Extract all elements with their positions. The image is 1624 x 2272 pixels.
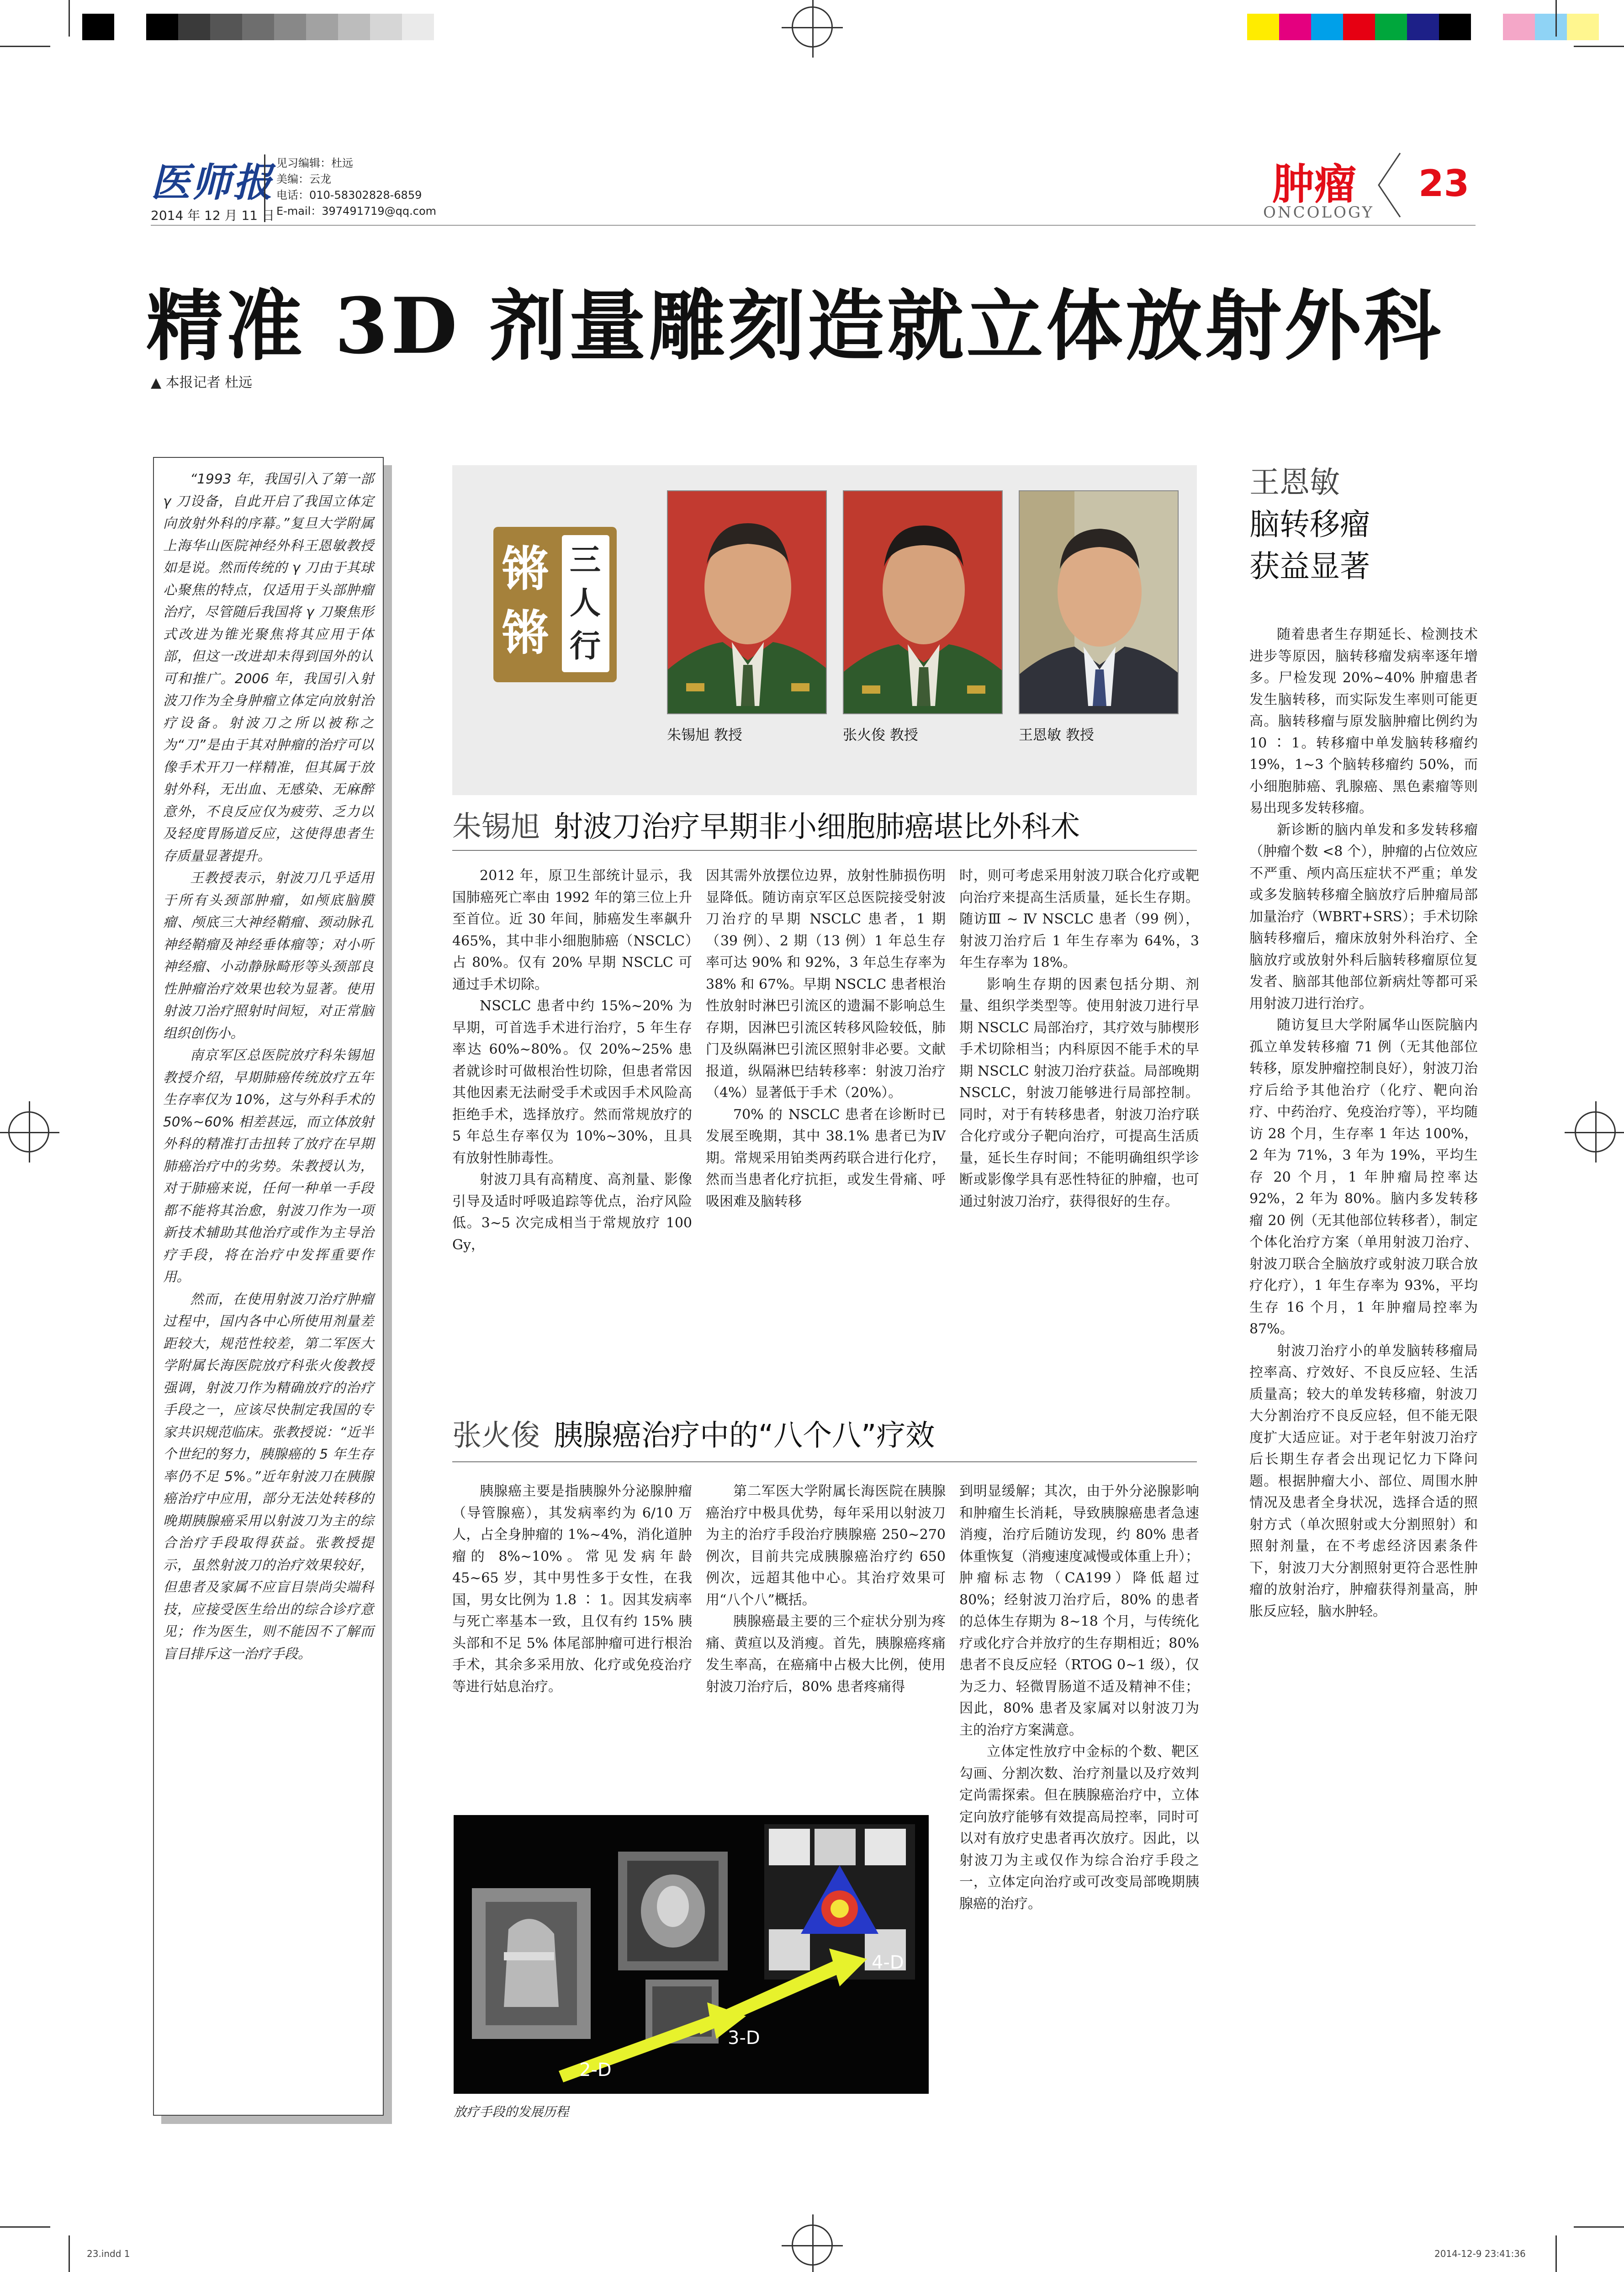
article-paragraph: 新诊断的脑内单发和多发转移瘤（肿瘤个数 <8 个），肿瘤的占位效应不严重、颅内高压症状不严重；单发或多发脑转移瘤全脑放疗后肿瘤局部加量治疗（WBRT+SRS）；手术切除脑转移瘤后，瘤床放射外科治疗、全脑放疗或放射外科后脑转移瘤原位复发者、脑部其他部位新病灶等都可采用射波刀进行治疗。 [1249, 822, 1478, 1012]
portrait-caption: 朱锡旭 教授 [667, 727, 742, 743]
article-paragraph: 2012 年，原卫生部统计显示，我国肺癌死亡率由 1992 年的第三位上升至首位。近 30 年间，肺癌发生率飙升 465%，其中非小细胞肺癌（NSCLC）占 80%。仅有 20% 早期 NSCLC 可通过手术切除。 [452, 868, 692, 993]
radiotherapy-evolution-figure [454, 1815, 929, 2094]
article-paragraph: NSCLC 患者中约 15%~20% 为早期，可首选手术进行治疗，5 年生存率达 60%~80%。仅 20%~25% 患者就诊时可做根治性切除，但患者常因其他因素无法耐受手术或因手术风险高拒绝手术，选择放疗。然而常规放疗的 5 年总生存率仅为 10%~30%，且具有放射性肺毒性。 [452, 998, 692, 1166]
crop-mark-bl [0, 2226, 50, 2228]
sidebar-paragraph: 王教授表示，射波刀几乎适用于所有头颈部肿瘤，如颅底脑膜瘤、颅底三大神经鞘瘤、颈动脉孔神经鞘瘤及神经垂体瘤等；对小听神经瘤、小动静脉畸形等头颈部良性肿瘤治疗效果也较为显著。使用射波刀治疗照射时间短，对正常脑组织创伤小。 [163, 870, 374, 1041]
crop-mark-bl-v [69, 2235, 70, 2272]
article1-rule [452, 850, 1197, 851]
article1-column [959, 865, 1199, 1212]
page-number: 23 [1418, 162, 1470, 205]
portrait-caption: 王恩敏 教授 [1019, 727, 1094, 743]
masthead-divider [264, 154, 265, 222]
portrait-illustration [844, 491, 1003, 714]
doctors-photo-panel [452, 465, 1197, 795]
article-paragraph: 立体定性放疗中金标的个数、靶区勾画、分割次数、治疗剂量以及疗效判定尚需探索。但在胰腺癌治疗中，立体定向放疗能够有效提高局控率，同时可以对有放疗史患者再次放疗。因此，以射波刀为主或仅作为综合治疗手段之一，立体定向治疗或可改变局部晚期胰腺癌的治疗。 [959, 1744, 1199, 1912]
article2-column [452, 1481, 692, 1698]
crop-mark-tr [1574, 46, 1624, 47]
portrait-wang-enmin [1019, 490, 1179, 714]
file-slug: 23.indd 1 [87, 2248, 130, 2259]
issue-date: 2014 年 12 月 11 日 [151, 208, 275, 223]
article-paragraph: 随访复旦大学附属华山医院脑内孤立单发转移瘤 71 例（无其他部位转移，原发肿瘤控制良好），射波刀治疗后给予其他治疗（化疗、靶向治疗、中药治疗、免疫治疗等），平均随访 28 个月，生存率 1 年达 100%，2 年为 71%，3 年为 19%，平均生存 20 个月，1 年肿瘤局控率达 92%，2 年为 80%。脑内多发转移瘤 20 例（无其他部位转移者），制定个体化治疗方案（单用射波刀治疗、射波刀联合全脑放疗或射波刀联合放疗化疗），1 年生存率为 93%，平均生存 16 个月，1 年肿瘤局控率为 87%。 [1249, 1017, 1478, 1337]
article3-column [1249, 624, 1478, 1622]
article2-title [452, 1412, 935, 1454]
article1-headline: 射波刀治疗早期非小细胞肺癌堪比外科术 [554, 810, 1080, 844]
article2-headline: 胰腺癌治疗中的“八个八”疗效 [554, 1419, 935, 1453]
sidebar-box [153, 457, 384, 2116]
seal-side-box [562, 535, 609, 672]
email-line: E-mail：397491719@qq.com [276, 205, 437, 218]
registration-target-top [792, 6, 833, 48]
article2-column [959, 1481, 1199, 1915]
article3-heading [1249, 462, 1370, 588]
portrait-illustration [668, 491, 827, 714]
article3-title-line: 获益显著 [1249, 549, 1370, 584]
print-timestamp: 2014-12-9 23:41:36 [1434, 2248, 1526, 2259]
figure-label-4d: 4-D [872, 1952, 904, 1973]
crop-mark-tl-v [69, 0, 70, 37]
editor-line: 见习编辑：杜远 [276, 157, 353, 170]
article-paragraph: 胰腺癌最主要的三个症状分别为疼痛、黄疸以及消瘦。首先，胰腺癌疼痛发生率高，在癌痛中占极大比例，使用射波刀治疗后，80% 患者疼痛得 [706, 1614, 946, 1695]
article-paragraph: 影响生存期的因素包括分期、剂量、组织学类型等。使用射波刀进行早期 NSCLC 局部治疗，其疗效与肺楔形手术切除相当；内科原因不能手术的早期 NSCLC 射波刀治疗获益。局部晚期 NSCLC，射波刀能够进行局部控制。同时，对于有转移患者，射波刀治疗联合化疗或分子靶向治疗，可提高生活质量，延长生存时间；不能明确组织学诊断或影像学具有恶性特征的肿瘤，也可通过射波刀治疗，获得很好的生存。 [959, 976, 1199, 1210]
figure-label-3d: 3-D [728, 2028, 760, 2049]
portrait-illustration [1020, 491, 1179, 714]
sidebar-paragraph: 然而，在使用射波刀治疗肿瘤过程中，国内各中心所使用剂量差距较大，规范性较差，第二军医大学附属长海医院放疗科张火俊教授强调，射波刀作为精确放疗的治疗手段之一，应该尽快制定我国的专家共识规范临床。张教授说：“近半个世纪的努力，胰腺癌的 5 年生存率仍不足 5%。”近年射波刀在胰腺癌治疗中应用，部分无法处转移的晚期胰腺癌采用以射波刀为主的综合治疗手段取得获益。张教授提示，虽然射波刀的治疗效果较好，但患者及家属不应盲目崇尚尖端科技，应接受医生给出的综合诊疗意见；作为医生，则不能因不了解而盲目排斥这一治疗手段。 [163, 1291, 374, 1662]
sidebar-text [163, 468, 374, 1665]
article2-column [706, 1481, 946, 1698]
section-title-en: ONCOLOGY [1263, 203, 1374, 222]
registration-target-bottom [792, 2224, 833, 2266]
sidebar-paragraph: “1993 年，我国引入了第一部 γ 刀设备，自此开启了我国立体定向放射外科的序幕。”复旦大学附属上海华山医院神经外科王恩敏教授如是说。然而传统的 γ 刀由于其球心聚焦的特点，仅适用于头部肿瘤治疗，尽管随后我国将 γ 刀聚焦形式改进为锥光聚焦将其应用于体部，但这一改进却未得到国外的认可和推广。2006 年，我国引入射波刀作为全身肿瘤立体定向放射治疗设备。射波刀之所以被称之为“刀”是由于其对肿瘤的治疗可以像手术开刀一样精准，但其属于放射外科，无出血、无感染、无麻醉意外，不良反应仅为疲劳、乏力以及轻度胃肠道反应，这使得患者生存质量显著提升。 [163, 471, 374, 864]
article-paragraph: 射波刀具有高精度、高剂量、影像引导及适时呼吸追踪等优点，治疗风险低。3~5 次完成相当于常规放疗 100 Gy， [452, 1172, 692, 1253]
designer-line: 美编：云龙 [276, 173, 331, 186]
registration-target-left [8, 1111, 49, 1152]
editor-info [276, 155, 436, 219]
phone-line: 电话：010-58302828-6859 [276, 189, 422, 202]
figure-caption: 放疗手段的发展历程 [454, 2104, 569, 2119]
seal-main-text: 锵锵 [502, 541, 550, 661]
article-paragraph: 70% 的 NSCLC 患者在诊断时已发展至晚期，其中 38.1% 患者已为Ⅳ期。常规采用铂类两药联合进行化疗，然而当患者化疗抗拒，或发生骨痛、呼吸困难及脑转移 [706, 1106, 946, 1210]
article1-author: 朱锡旭 [452, 810, 540, 844]
crop-mark-tl [0, 46, 50, 47]
headline: 精准 3D 剂量雕刻造就立体放射外科 [146, 281, 1444, 371]
article2-rule [452, 1461, 1197, 1462]
article-paragraph: 时，则可考虑采用射波刀联合化疗或靶向治疗来提高生活质量，延长生存期。随访Ⅲ ~ Ⅳ NSCLC 患者（99 例），射波刀治疗后 1 年生存率为 64%，3 年生存率为 18%。 [959, 868, 1199, 971]
article1-column [706, 865, 946, 1212]
page-chevron-icon [1375, 151, 1402, 219]
section-title: 肿瘤 [1272, 160, 1357, 209]
byline: ▲ 本报记者 杜远 [151, 375, 253, 391]
portrait-zhang-huojun [843, 490, 1003, 714]
article-paragraph: 胰腺癌主要是指胰腺外分泌腺肿瘤（导管腺癌），其发病率约为 6/10 万人，占全身肿瘤的 1%~4%，消化道肿瘤的 8%~10%。常见发病年龄 45~65 岁，其中男性多于女性，在我国，男女比例为 1.8 ∶ 1。因其发病率与死亡率基本一致，且仅有约 15% 胰头部和不足 5% 体尾部肿瘤可进行根治手术，其余多采用放、化疗或免疫治疗等进行姑息治疗。 [452, 1483, 692, 1695]
article2-author: 张火俊 [452, 1419, 540, 1453]
figure-illustration [454, 1815, 929, 2094]
newspaper-logo: 医师报 [151, 159, 274, 206]
registration-target-right [1575, 1111, 1616, 1152]
crop-mark-br-v [1555, 2235, 1557, 2272]
article-paragraph: 随着患者生存期延长、检测技术进步等原因，脑转移瘤发病率逐年增多。尸检发现 20%~40% 肿瘤患者发生脑转移，而实际发生率则可能更高。脑转移瘤与原发脑肿瘤比例约为 10 ∶ 1。转移瘤中单发脑转移瘤约 19%，1~3 个脑转移瘤约 50%，而小细胞肺癌、乳腺癌、黑色素瘤等则易出现多发转移瘤。 [1249, 626, 1478, 816]
article1-title [452, 803, 1080, 845]
crop-mark-tr-v [1555, 0, 1557, 37]
figure-label-2d: 2-D [579, 2060, 612, 2081]
crop-mark-br [1574, 2226, 1624, 2228]
masthead-rule [151, 225, 1476, 226]
article1-column [452, 865, 692, 1256]
article-paragraph: 第二军医大学附属长海医院在胰腺癌治疗中极具优势，每年采用以射波刀为主的治疗手段治疗胰腺癌 250~270 例次，目前共完成胰腺癌治疗约 650 例次，远超其他中心。其治疗效果可用“八个八”概括。 [706, 1483, 946, 1608]
color-bar-right [1247, 14, 1599, 40]
article-paragraph: 因其需外放摆位边界，放射性肺损伤明显降低。随访南京军区总医院接受射波刀治疗的早期 NSCLC 患者，1 期（39 例）、2 期（13 例）1 年总生存率可达 90% 和 92%，3 年总生存率为 38% 和 67%。早期 NSCLC 患者根治性放射时淋巴引流区的遗漏不影响总生存期，因淋巴引流区转移风险较低，肺门及纵隔淋巴引流区照射非必要。文献报道，纵隔淋巴结转移率：射波刀治疗（4%）显著低于手术（20%）。 [706, 868, 946, 1101]
article3-title-line: 脑转移瘤 [1249, 507, 1370, 542]
article3-author: 王恩敏 [1249, 465, 1340, 500]
seal-side-text: 三人行 [570, 542, 601, 664]
portrait-zhu-xixu [667, 490, 827, 714]
seal-stamp [493, 527, 617, 682]
article-paragraph: 射波刀治疗小的单发脑转移瘤局控率高、疗效好、不良反应轻、生活质量高；较大的单发转移瘤，射波刀大分割治疗不良反应轻，但不能无限度扩大适应证。对于老年射波刀治疗后长期生存者会出现记忆力下降问题。根据肿瘤大小、部位、周围水肿情况及患者全身状况，选择合适的照射方式（单次照射或大分割照射）和照射剂量，在不考虑经济因素条件下，射波刀大分割照射更符合恶性肿瘤的放射治疗，肿瘤获得剂量高，肿胀反应轻，脑水肿轻。 [1249, 1343, 1478, 1619]
sidebar-paragraph: 南京军区总医院放疗科朱锡旭教授介绍，早期肺癌传统放疗五年生存率仅为 10%，这与外科手术的 50%~60% 相差甚远，而立体放射外科的精准打击扭转了放疗在早期肺癌治疗中的劣势。朱教授认为，对于肺癌来说，任何一种单一手段都不能将其治愈，射波刀作为一项新技术辅助其他治疗或作为主导治疗手段，将在治疗中发挥重要作用。 [163, 1047, 374, 1285]
article-paragraph: 到明显缓解；其次，由于外分泌腺影响和肿瘤生长消耗，导致胰腺癌患者急速消瘦，治疗后随访发现，约 80% 患者体重恢复（消瘦速度减慢或体重上升）；肿瘤标志物（CA199）降低超过 80%；经射波刀治疗后，80% 的患者的总体生存期为 8~18 个月，与传统化疗或化疗合并放疗的生存期相近；80% 患者不良反应轻（RTOG 0~1 级），仅为乏力、轻微胃肠道不适及精神不佳；因此，80% 患者及家属对以射波刀为主的治疗方案满意。 [959, 1483, 1199, 1738]
portrait-caption: 张火俊 教授 [843, 727, 918, 743]
registration-bar-left [82, 14, 434, 40]
